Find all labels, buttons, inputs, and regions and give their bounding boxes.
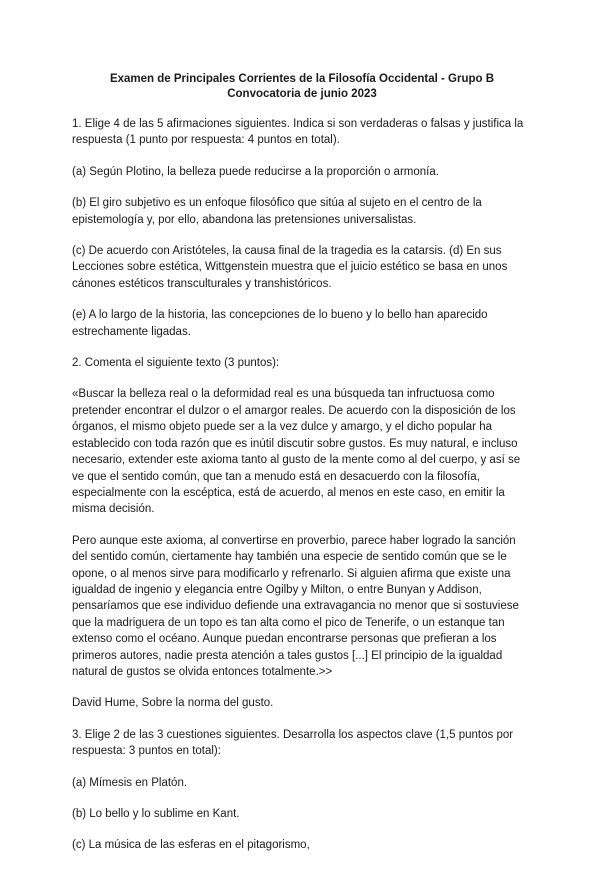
question-1-item-c-d: (c) De acuerdo con Aristóteles, la causa final de la tragedia es la catarsis. (d) En sus Lecciones sobre estética, Wittgenstein muestra que el juicio estético se basa en unos cánones estéticos transculturales y transhistóricos. — [72, 245, 508, 290]
question-1-item-a: (a) Según Plotino, la belleza puede reducirse a la proporción o armonía. — [72, 165, 439, 178]
title-line-1: Examen de Principales Corrientes de la Filosofía Occidental - Grupo B — [109, 73, 495, 85]
question-3-item-b: (b) Lo bello y lo sublime en Kant. — [72, 808, 240, 820]
question-3-item-a: (a) Mímesis en Platón. — [72, 776, 188, 789]
question-2-source: David Hume, Sobre la norma del gusto. — [72, 697, 274, 710]
question-2-intro: 2. Comenta el siguiente texto (3 puntos): — [72, 357, 280, 370]
question-1-intro: 1. Elige 4 de las 5 afirmaciones siguientes. Indica si son verdaderas o falsas y justifica la respuesta (1 punto por respuesta: 4 puntos en total). — [72, 118, 524, 147]
question-1-item-b: (b) El giro subjetivo es un enfoque filosófico que sitúa al sujeto en el centro de la epistemología y, por ello, abandona las pretensiones universalistas. — [72, 197, 482, 226]
question-3-item-c: (c) La música de las esferas en el pitagorismo, — [72, 839, 310, 852]
question-1-item-e: (e) A lo largo de la historia, las concepciones de lo bueno y lo bello han aparecido estrechamente ligadas. — [72, 309, 488, 338]
exam-page — [72, 72, 532, 869]
question-2-text-paragraph-1: «Buscar la belleza real o la deformidad real es una búsqueda tan infructuosa como pretender encontrar el dulzor o el amargor reales. De acuerdo con la disposición de los órganos, el mismo objeto puede ser a la vez dulce y amargo, y el dicho popular ha establecido con toda razón que es inútil discutir sobre gustos. Es muy natural, e incluso necesario, extender este axioma tanto al gusto de la mente como al del cuerpo, y así se ve que el sentido común, que tan a menudo está en desacuerdo con la filosofía, especialmente con la escéptica, está de acuerdo, al menos en este caso, en emitir la misma decisión. — [72, 388, 521, 516]
question-3-intro: 3. Elige 2 de las 3 cuestiones siguientes. Desarrolla los aspectos clave (1,5 puntos por respuesta: 3 puntos en total): — [72, 728, 514, 758]
question-2-text-paragraph-2: Pero aunque este axioma, al convertirse en proverbio, parece haber logrado la sanción del sentido común, ciertamente hay también una especie de sentido común que se le opone, o al menos sirve para modificarlo y refrenarlo. Si alguien afirma que existe una igualdad de ingenio y elegancia entre Ogilby y Milton, o entre Bunyan y Addison, pensaríamos que ese individuo defiende una extravagancia no menor que si sostuviese que la madriguera de un topo es tan alta como el pico de Tenerife, o un estanque tan extenso como el océano. Aunque puedan encontrarse personas que prefieran a los primeros autores, nadie presta atención a tales gustos [...] El principio de la igualdad natural de gustos se olvida entonces totalmente.>> — [72, 534, 519, 678]
exam-title — [72, 72, 532, 102]
title-line-2: Convocatoria de junio 2023 — [227, 88, 377, 100]
